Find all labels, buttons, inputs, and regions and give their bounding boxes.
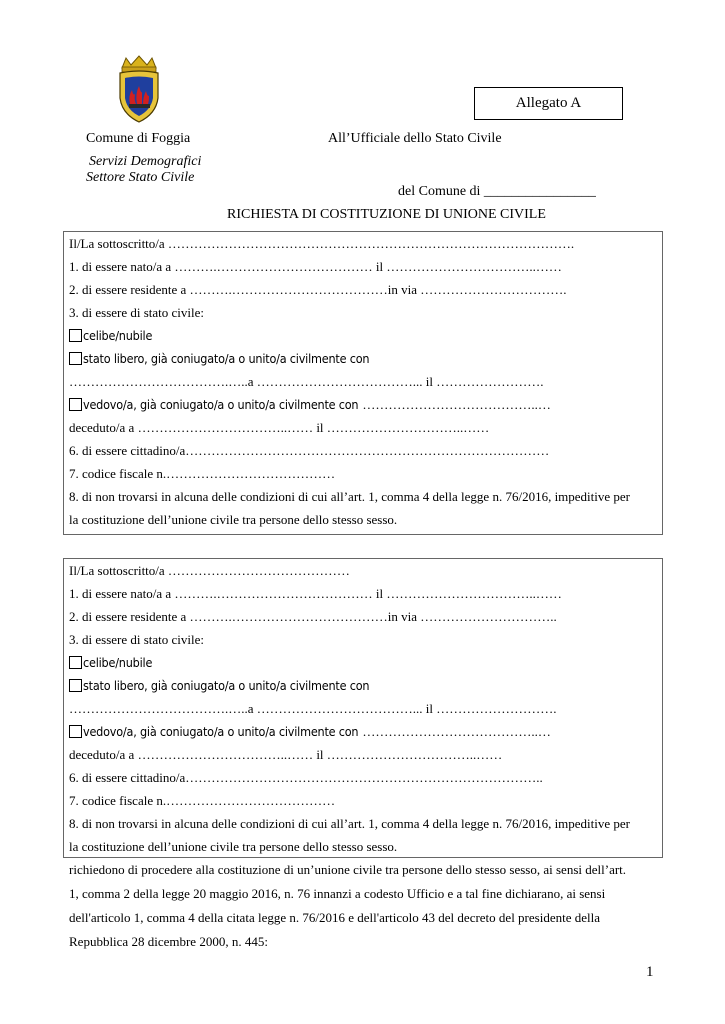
settore-label: Settore Stato Civile: [86, 170, 195, 185]
checkbox[interactable]: [69, 679, 82, 692]
page-number: 1: [646, 964, 654, 980]
d1-codice-fiscale: 7. codice fiscale n.…………………………………: [69, 466, 336, 481]
vedovo-dots: …………………………………..…: [362, 397, 551, 412]
d1-stato-civile: 3. di essere di stato civile:: [69, 305, 205, 320]
d1-clause-line2: la costituzione dell’unione civile tra persone dello stesso sesso.: [69, 512, 398, 527]
d2-deceduto: deceduto/a a ……………………………..…… il ……………………………..……: [69, 747, 503, 762]
allegato-box: [474, 87, 623, 120]
page-title: RICHIESTA DI COSTITUZIONE DI UNIONE CIVILE: [227, 207, 546, 222]
closing-line-3: dell'articolo 1, comma 4 della citata legge n. 76/2016 e dell'articolo 43 del decreto del presidente della: [69, 910, 600, 925]
option-label: vedovo/a, già coniugato/a o unito/a civilmente con: [83, 724, 359, 739]
d2-libero-line: ……………………………….…..a ………………………………... il ……………………….: [69, 701, 557, 716]
d2-stato-civile: 3. di essere di stato civile:: [69, 632, 205, 647]
d1-deceduto: deceduto/a a ……………………………..…… il …………………………..……: [69, 420, 490, 435]
d1-option-celibe[interactable]: [69, 327, 152, 345]
d1-option-libero[interactable]: [69, 350, 369, 368]
d1-nato: 1. di essere nato/a a ……….……………………………… il ……………………………..……: [69, 259, 562, 274]
d2-clause-line2: la costituzione dell’unione civile tra persone dello stesso sesso.: [69, 839, 398, 854]
option-label: stato libero, già coniugato/a o unito/a civilmente con: [83, 351, 370, 366]
vedovo-dots: …………………………………..…: [362, 724, 551, 739]
option-label: stato libero, già coniugato/a o unito/a civilmente con: [83, 678, 370, 693]
d2-option-celibe[interactable]: [69, 654, 152, 672]
closing-line-2: 1, comma 2 della legge 20 maggio 2016, n. 76 innanzi a codesto Ufficio e a tal fine dichiarano, ai sensi: [69, 886, 606, 901]
checkbox[interactable]: [69, 352, 82, 365]
option-label: vedovo/a, già coniugato/a o unito/a civilmente con: [83, 397, 359, 412]
checkbox[interactable]: [69, 656, 82, 669]
del-comune-field: del Comune di ________________: [398, 184, 596, 199]
d1-cittadino: 6. di essere cittadino/a…………………………………………………………………………: [69, 443, 550, 458]
checkbox[interactable]: [69, 398, 82, 411]
d2-cittadino: 6. di essere cittadino/a………………………………………………………………………..: [69, 770, 543, 785]
closing-line-1: richiedono di procedere alla costituzione di un’unione civile tra persone dello stesso sesso, ai sensi dell’art.: [69, 862, 627, 877]
servizi-label: Servizi Demografici: [89, 154, 202, 169]
d1-option-vedovo[interactable]: [69, 396, 551, 414]
d2-sottoscritto: Il/La sottoscritto/a ……………………………………: [69, 563, 350, 578]
d2-codice-fiscale: 7. codice fiscale n.…………………………………: [69, 793, 336, 808]
checkbox[interactable]: [69, 329, 82, 342]
d2-option-vedovo[interactable]: [69, 723, 551, 741]
checkbox[interactable]: [69, 725, 82, 738]
d2-option-libero[interactable]: [69, 677, 369, 695]
d2-clause-line1: 8. di non trovarsi in alcuna delle condizioni di cui all’art. 1, comma 4 della legge n. 76/2016, impeditive per: [69, 816, 631, 831]
d2-nato: 1. di essere nato/a a ……….……………………………… il ……………………………..……: [69, 586, 562, 601]
d1-clause-line1: 8. di non trovarsi in alcuna delle condizioni di cui all’art. 1, comma 4 della legge n. 76/2016, impeditive per: [69, 489, 631, 504]
option-label: celibe/nubile: [83, 655, 153, 670]
coat-of-arms-logo: [116, 54, 162, 124]
option-label: celibe/nubile: [83, 328, 153, 343]
d1-residente: 2. di essere residente a ……….………………………………in via …………………………….: [69, 282, 567, 297]
closing-line-4: Repubblica 28 dicembre 2000, n. 445:: [69, 934, 268, 949]
d1-sottoscritto: Il/La sottoscritto/a ………………………………………………………………………………….: [69, 236, 575, 251]
d1-libero-line: ……………………………….…..a ………………………………... il …………………….: [69, 374, 544, 389]
comune-name: Comune di Foggia: [86, 131, 191, 146]
allegato-label: Allegato A: [515, 95, 582, 111]
d2-residente: 2. di essere residente a ……….………………………………in via …………………………..: [69, 609, 557, 624]
ufficiale-label: All’Ufficiale dello Stato Civile: [328, 131, 502, 146]
